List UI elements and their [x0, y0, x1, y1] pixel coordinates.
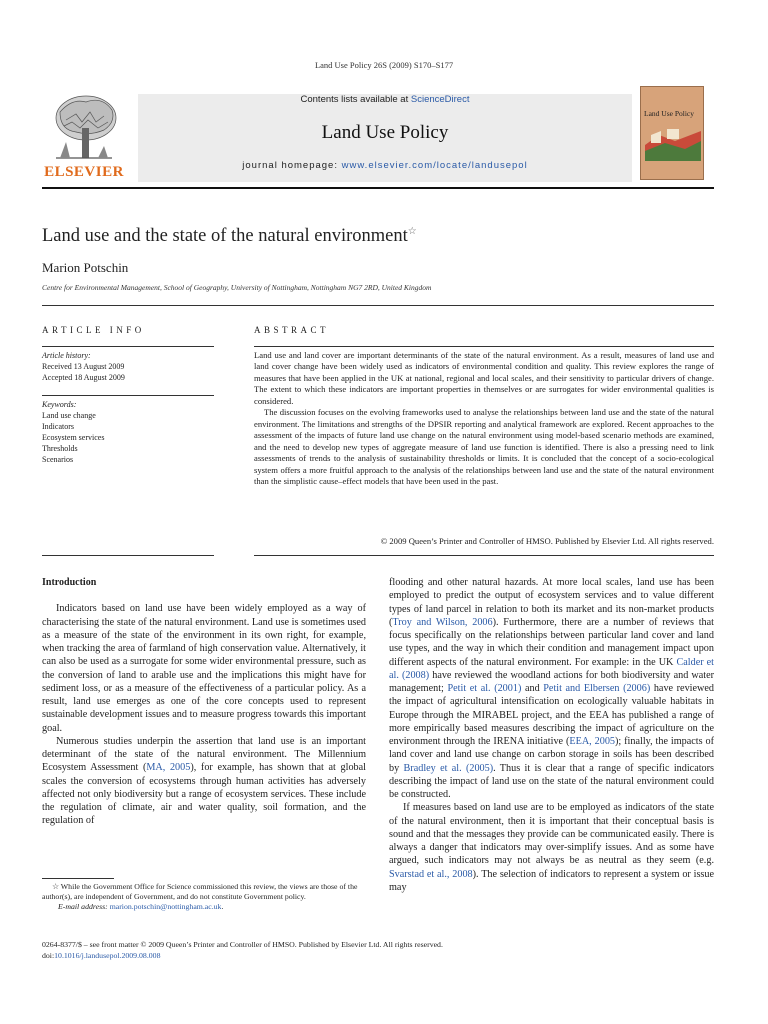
elsevier-tree-icon — [46, 92, 122, 164]
reference-link[interactable]: EEA, 2005 — [569, 736, 616, 747]
footnote-email — [42, 902, 366, 912]
keywords-label: Keywords: — [42, 400, 77, 409]
text-run: . — [221, 902, 224, 911]
body-paragraph — [389, 801, 714, 894]
text-run: Numerous studies underpin the assertion that land use is an important determinant of the state of the natural environment. The Millennium Ecosystem Assessment ( — [42, 735, 366, 774]
front-matter-line: 0264-8377/$ – see front matter © 2009 Queen’s Printer and Controller of HMSO. Published by Elsevier Ltd. All rights reserved. — [42, 940, 443, 949]
journal-title: Land Use Policy — [321, 122, 449, 143]
text-run: If measures based on land use are to be employed as indicators of the state of the natural environment, then it is important that their conceptual basis is sound and that the messages they provide can be communicated easily. There is always a danger that indicators may over-simplify issues. And as some have argued, such indicators may not always be as neutral as they seem (e.g. — [389, 802, 714, 867]
article-info-heading: ARTICLE INFO — [42, 325, 145, 335]
reference-link[interactable]: Troy and Wilson, 2006 — [392, 616, 493, 628]
article-title — [42, 226, 417, 247]
body-right-column — [389, 576, 714, 894]
author-name: Marion Potschin — [42, 260, 129, 275]
abstract-heading: ABSTRACT — [254, 325, 330, 335]
doi-prefix: doi: — [42, 950, 55, 960]
keyword-item: Indicators — [42, 422, 74, 431]
info-rule-bottom — [42, 555, 214, 556]
masthead — [42, 80, 714, 188]
doi-line — [42, 951, 714, 962]
text-run: . Thus it is clear that a range of specific indicators describing the impact of land use on the state of the natural environment could be constructed. — [389, 762, 714, 800]
body-paragraph — [42, 735, 366, 828]
abstract-paragraph-2: The discussion focuses on the evolving frameworks used to analyse the relationships between land use and the state of the natural environment. The limitations and strengths of the DPSIR reporting and analytical framework are explored. Recent approaches to the assessment of the impacts of future land use change on the natural environment using model-based scenario methods are examined, and the need to develop new types of aggregate measure of land use function is identified. There is also a pressing need to link assessments of trends to the analysis of sustainability thresholds or limits. It is concluded that the concept of a socio-ecological system offers a more fruitful approach to the analysis of the relationships between land use and the state of the natural environment than the simplistic cause–effect models that have been used in the past. — [254, 407, 714, 486]
keyword-item: Thresholds — [42, 444, 78, 453]
reference-link[interactable]: Svarstad et al., 2008 — [389, 868, 473, 880]
body-paragraph — [389, 576, 714, 801]
text-run: While the Government Office for Science commissioned this review, the views are those of the author(s), are independent of Government, and do not constitute Government policy. — [42, 882, 358, 901]
text-run: have reviewed the woodland actions for both biodiversity and water management; — [389, 669, 714, 694]
body-left-column — [42, 576, 366, 828]
journal-cover — [640, 86, 704, 180]
reference-link[interactable]: Bradley et al. (2005) — [403, 762, 494, 774]
text-run: ), for example, has shown that at global scales the conversion of ecosystems through human activities has adversely affected not only biodiversity but a range of ecosystem services. These include the regulation of climate, air and water quality, soil formation, and the regulation of — [42, 762, 366, 827]
page-footer — [42, 940, 714, 961]
journal-citation: Land Use Policy 26S (2009) S170–S177 — [314, 60, 454, 70]
text-run: ). The selection of indicators to represent a system or issue may — [389, 868, 714, 893]
abstract-paragraph-1: Land use and land cover are important determinants of the state of the natural environment. As a result, measures of land use and land cover change have been widely used as indicators of environmental condition and quality. This review explores the range of measures that have been applied in the UK at national, regional and local scales, and their sensitivity to particular drivers of change. The extent to which these indicators are important properties in themselves or are surrogates for wider environmental qualities is considered. — [254, 350, 714, 406]
footnote-text — [42, 882, 366, 902]
footnote-rule — [42, 878, 114, 879]
keywords — [42, 399, 214, 465]
title-footnote-star-icon[interactable]: ☆ — [407, 226, 417, 237]
keyword-item: Ecosystem services — [42, 433, 105, 442]
abstract-rule-bottom — [254, 555, 714, 556]
keyword-item: Land use change — [42, 411, 96, 420]
reference-link[interactable]: Calder et al. (2008) — [389, 656, 714, 681]
publisher-name: ELSEVIER — [44, 164, 124, 180]
body-paragraph: Indicators based on land use have been widely employed as a way of characterising the state of the natural environment. Land use is sometimes used as a measure of the state of the environment in its own right, for example, when tracking the area of farmland of high conservation value. Alternatively, it can also be used as a surrogate for some wider environmental pressure, such as the conversion of land to arable use and the implications this might have for sediment loss, or as a measure of the effectiveness of a particular policy. As a result, land use emerges as one of the core concepts used to represent sustainable development issues and to measure progress towards this important goal. — [42, 603, 366, 734]
homepage-prefix: journal homepage: — [242, 160, 342, 171]
text-run: have reviewed the impact of agricultural intensification on ecologically valuable habitats in Europe through the MIRABEL project, and the EEA has published a range of more empirically based measures describing the impact of agriculture on the environment through the IRENA initiative ( — [389, 683, 714, 747]
journal-band — [138, 94, 632, 182]
text-run: ); finally, the impacts of land cover and land use change on carbon storage in soils has been described by — [389, 736, 714, 774]
info-rule-2 — [42, 395, 214, 396]
divider-top — [42, 305, 714, 306]
text-run: ). Furthermore, there are a number of reviews that focus specifically on the relationships between particular land cover and land use types, and the way in which their condition and management impact upon different aspects of the natural environment. For example: in the UK — [389, 616, 714, 668]
cover-landscape-icon — [645, 125, 701, 161]
contents-line — [138, 94, 632, 105]
accepted-date: Accepted 18 August 2009 — [42, 373, 125, 382]
reference-link[interactable]: Petit et al. (2001) — [447, 683, 522, 694]
abstract-copyright: © 2009 Queen’s Printer and Controller of HMSO. Published by Elsevier Ltd. All rights reserved. — [380, 536, 714, 546]
masthead-rule — [42, 187, 714, 189]
homepage-line — [138, 160, 632, 171]
email-label: E-mail address: — [58, 902, 110, 911]
article-history — [42, 350, 214, 383]
footnote-star-icon: ☆ — [52, 882, 59, 891]
received-date: Received 13 August 2009 — [42, 362, 125, 371]
section-heading-introduction: Introduction — [42, 577, 97, 588]
abstract-text — [254, 350, 714, 487]
footnote — [42, 882, 366, 912]
info-rule-1 — [42, 346, 214, 347]
text-run: and — [521, 683, 544, 694]
doi-link[interactable]: 10.1016/j.landusepol.2009.08.008 — [54, 950, 161, 960]
author-affiliation: Centre for Environmental Management, School of Geography, University of Nottingham, Nottingham NG7 2RD, United Kingdom — [42, 283, 432, 292]
cover-title: Land Use Policy — [644, 109, 694, 118]
text-run: flooding and other natural hazards. At more local scales, land use has been employed to predict the output of ecosystem services and to value different types of land parcel in relation to both its market and its non-market products ( — [389, 577, 714, 628]
abstract-rule-top — [254, 346, 714, 347]
homepage-link[interactable]: www.elsevier.com/locate/landusepol — [341, 160, 528, 171]
article-title-text: Land use and the state of the natural environment — [42, 226, 408, 247]
keyword-item: Scenarios — [42, 455, 74, 464]
publisher-logo — [42, 92, 126, 184]
reference-link[interactable]: Petit and Elbersen (2006) — [543, 683, 651, 694]
contents-prefix: Contents lists available at — [300, 94, 411, 105]
history-label: Article history: — [42, 351, 91, 360]
reference-link[interactable]: MA, 2005 — [146, 762, 191, 774]
email-link[interactable]: marion.potschin@nottingham.ac.uk — [109, 902, 222, 911]
sciencedirect-link[interactable]: ScienceDirect — [410, 94, 470, 105]
